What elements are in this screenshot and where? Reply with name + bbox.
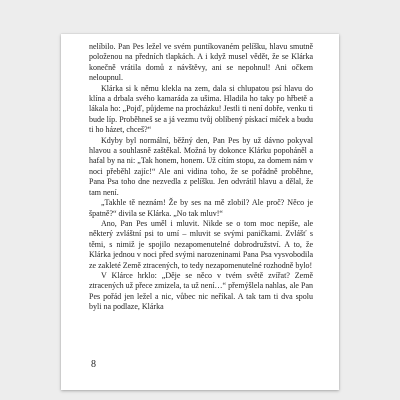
paragraph-4: „Takhle tě neznám! Že by ses na mě zlobil? Ale proč? Něco je špatně?“ divila se Klárka. „No tak mluv!“ bbox=[89, 198, 313, 218]
paragraph-5: Ano, Pan Pes uměl i mluvit. Nikde se o tom moc nepíše, ale některý zvláštní psi to umí – mluvit se svými paničkami. Zvlášť s těmi, s nimiž je spojilo nezapomenutelné dobrodružství. A to, že Klárka jednou v noci před svými narozeninami Pana Psa vysvobodila ze zakleté Země ztracených, to tedy nezapomenutelné rozhodně bylo! bbox=[89, 218, 313, 270]
paragraph-6: V Klárce hrklo: „Děje se něco v tvém světě zvířat? Země ztracených už přece zmizela, ta už není…“ přemýšlela nahlas, ale Pan Pes pořád jen ležel a nic, vůbec nic neříkal. A tak tam ti dva spolu byli na podlaze, Klárka bbox=[89, 270, 313, 312]
paragraph-3: Kdyby byl normální, běžný den, Pan Pes by už dávno pokyval hlavou a souhlasně zaštěkal. Možná by dokonce Klárku popoháněl a hafal by na ni: „Tak honem, honem. Už cítím stopu, za domem nám v noci přeběhl zajíc!“ Ale ani vidina toho, že se pořádně proběhne, Pana Psa toho dne nezvedla z pelíšku. Jen odvrátil hlavu a dělal, že tam není. bbox=[89, 135, 313, 197]
book-page bbox=[61, 34, 339, 390]
page-number: 8 bbox=[91, 359, 96, 370]
paragraph-1: nelíbilo. Pan Pes ležel ve svém puntíkovaném pelíšku, hlavu smutně položenou na předních tlapkách. A i když musel vědět, že se Klárka konečně vrátila domů z návštěvy, ani se nepohnul! Ani očkem neloupnul. bbox=[89, 42, 313, 83]
paragraph-2: Klárka si k němu klekla na zem, dala si chlupatou psí hlavu do klína a drbala svého kamaráda za ušima. Hladila ho taky po hřbetě a lákala ho: „Pojď, půjdeme na procházku! Jestli ti není dobře, venku ti bude líp. Proběhneš se a já vezmu tvůj oblíbený pískací míček a budu ti ho házet, chceš?“ bbox=[89, 83, 313, 135]
body-text bbox=[89, 42, 313, 313]
